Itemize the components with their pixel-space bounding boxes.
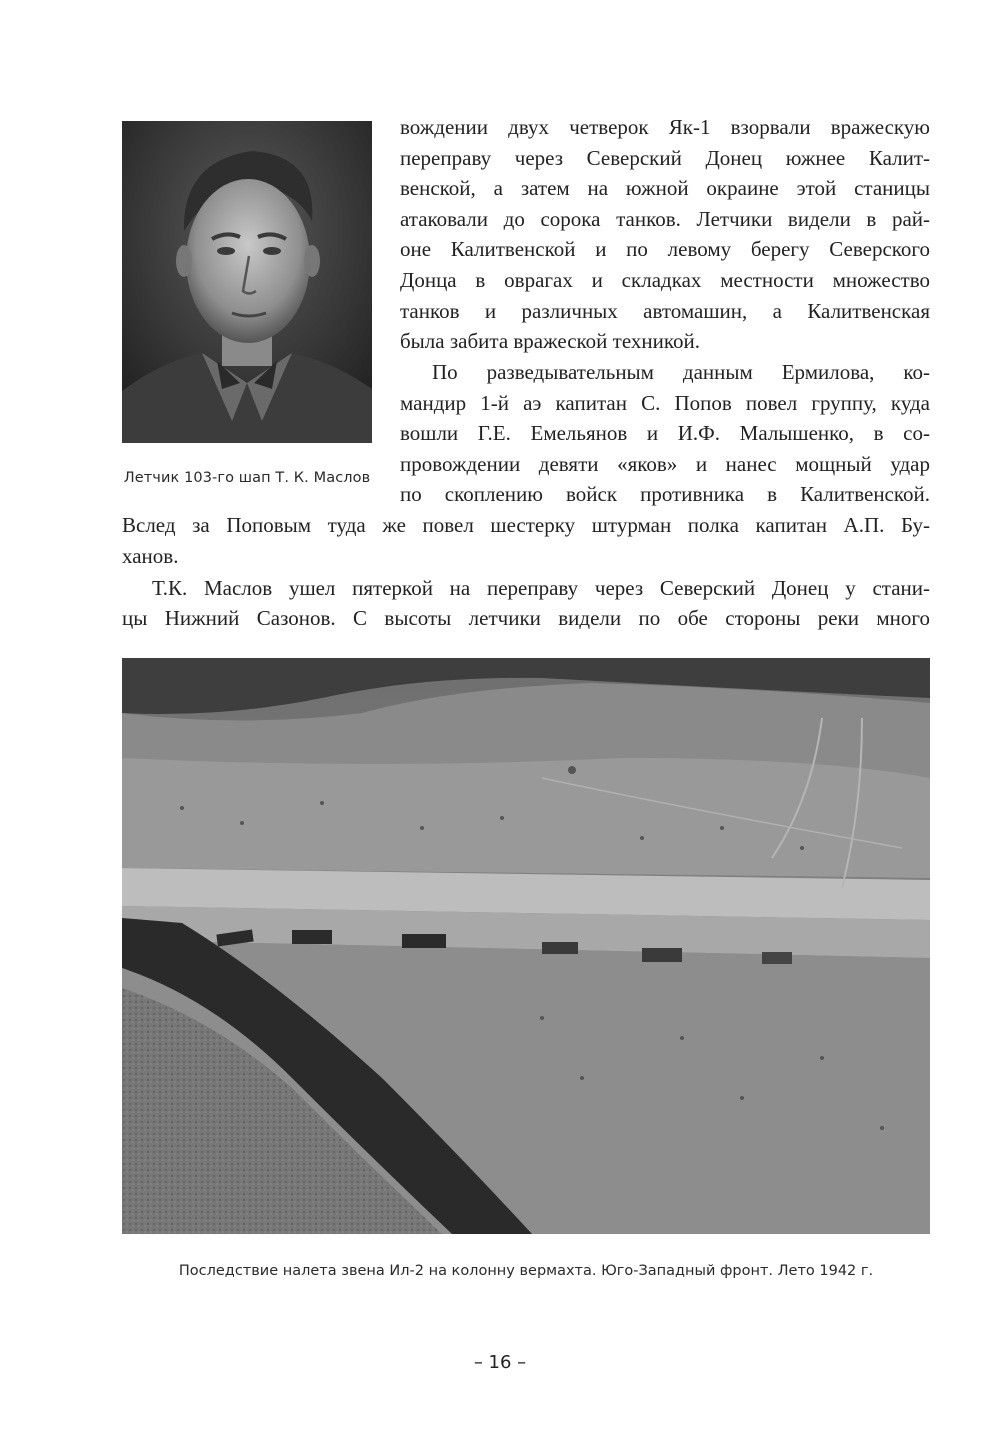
text-line: была забита вражеской техникой. <box>400 329 700 353</box>
text-line: атаковали до сорока танков. Летчики видели в рай- <box>400 207 930 231</box>
portrait-photo <box>122 121 372 443</box>
text-line: провождении девяти «яков» и нанес мощный удар <box>400 452 930 476</box>
text-line: вошли Г.Е. Емельянов и И.Ф. Малышенко, в со- <box>400 421 930 445</box>
text-line: цы Нижний Сазонов. С высоты летчики видели по обе стороны реки много <box>122 606 930 630</box>
text-line: вождении двух четверок Як-1 взорвали вражескую <box>400 115 930 139</box>
text-line: ханов. <box>122 544 179 568</box>
page-number: – 16 – <box>473 1352 527 1373</box>
aerial-photo <box>122 658 930 1234</box>
text-line: по скоплению войск противника в Калитвенской. <box>400 482 930 506</box>
aerial-photo-caption: Последствие налета звена Ил-2 на колонну вермахта. Юго-Западный фронт. Лето 1942 г. <box>178 1263 874 1279</box>
text-line: Вслед за Поповым туда же повел шестерку штурман полка капитан А.П. Бу- <box>122 513 930 537</box>
text-line: танков и различных автомашин, а Калитвенская <box>400 299 930 323</box>
text-line: Донца в оврагах и складках местности множество <box>400 268 930 292</box>
portrait-caption: Летчик 103-го шап Т. К. Маслов <box>123 470 371 486</box>
text-line: переправу через Северский Донец южнее Калит- <box>400 146 930 170</box>
text-line: Т.К. Маслов ушел пятеркой на переправу через Северский Донец у стани- <box>152 576 930 600</box>
text-line: венской, а затем на южной окраине этой станицы <box>400 176 930 200</box>
text-line: мандир 1-й аэ капитан С. Попов повел группу, куда <box>400 391 930 415</box>
text-line: оне Калитвенской и по левому берегу Северского <box>400 237 930 261</box>
text-line: По разведывательным данным Ермилова, ко- <box>432 360 930 384</box>
